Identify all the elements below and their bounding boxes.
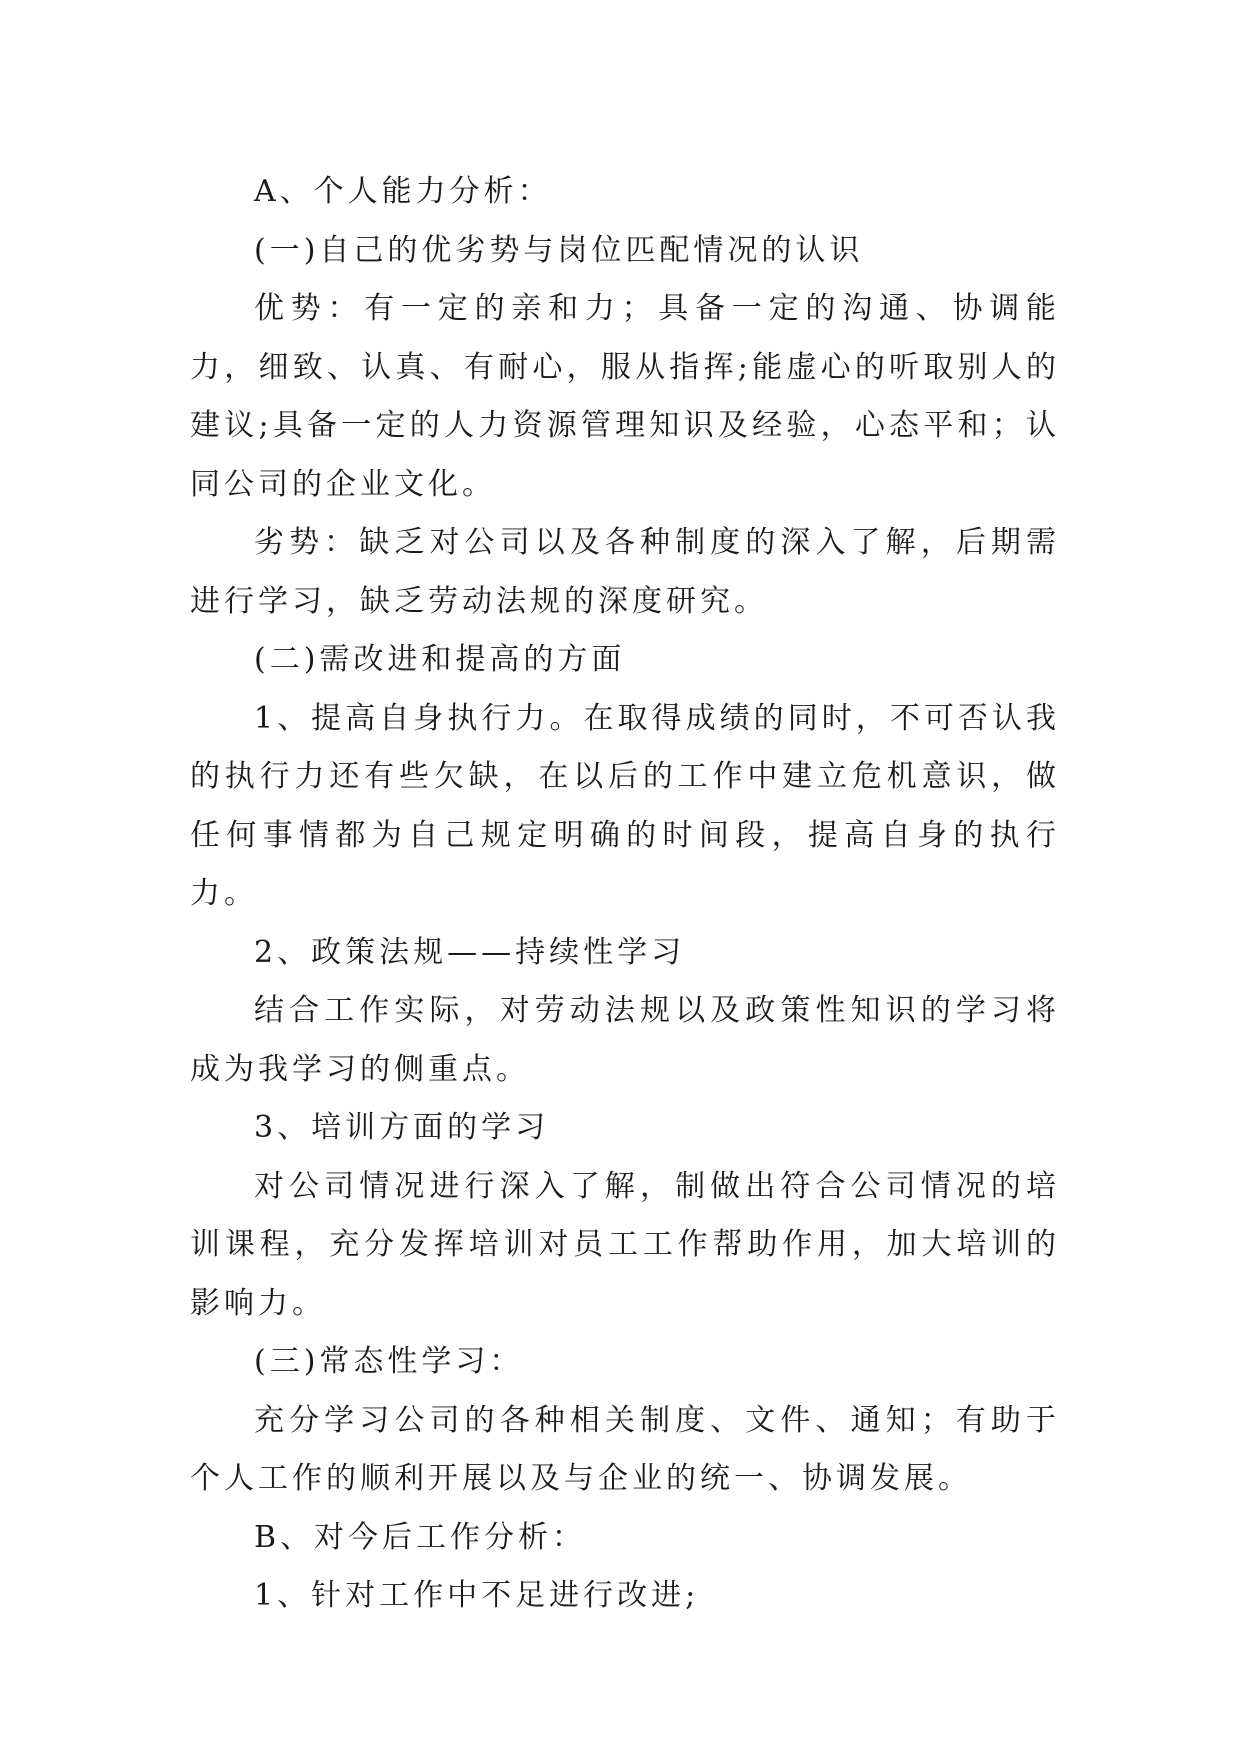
subsection-heading-3: (三)常态性学习：: [254, 1344, 524, 1379]
future-work-item-1: 1、针对工作中不足进行改进;: [254, 1578, 700, 1613]
improvement-item-2-body: 结合工作实际，对劳动法规以及政策性知识的学习将成为我学习的侧重点。: [190, 993, 1060, 1087]
subsection-heading-1: (一)自己的优劣势与岗位匹配情况的认识: [254, 232, 864, 268]
improvement-item-3-body: 对公司情况进行深入了解，制做出符合公司情况的培训课程，充分发挥培训对员工工作帮助作用，加大培训的影响力。: [190, 1168, 1060, 1321]
improvement-item-2-heading: 2、政策法规——持续性学习: [254, 934, 686, 970]
weaknesses-paragraph: 劣势：缺乏对公司以及各种制度的深入了解，后期需进行学习，缺乏劳动法规的深度研究。: [190, 525, 1060, 619]
section-heading-a: A、个人能力分析：: [254, 174, 552, 209]
improvement-item-1: 1、提高自身执行力。在取得成绩的同时，不可否认我的执行力还有些欠缺，在以后的工作中建立危机意识，做任何事情都为自己规定明确的时间段，提高自身的执行力。: [190, 700, 1060, 911]
strengths-paragraph: 优势：有一定的亲和力；具备一定的沟通、协调能力，细致、认真、有耐心，服从指挥;能虚心的听取别人的建议;具备一定的人力资源管理知识及经验，心态平和；认同公司的企业文化。: [190, 291, 1060, 502]
subsection-heading-2: (二)需改进和提高的方面: [254, 642, 626, 677]
routine-learning-paragraph: 充分学习公司的各种相关制度、文件、通知；有助于个人工作的顺利开展以及与企业的统一、协调发展。: [190, 1402, 1060, 1496]
document-body: [190, 163, 1060, 1626]
improvement-item-3-heading: 3、培训方面的学习: [254, 1110, 550, 1145]
section-heading-b: B、对今后工作分析：: [254, 1519, 587, 1555]
